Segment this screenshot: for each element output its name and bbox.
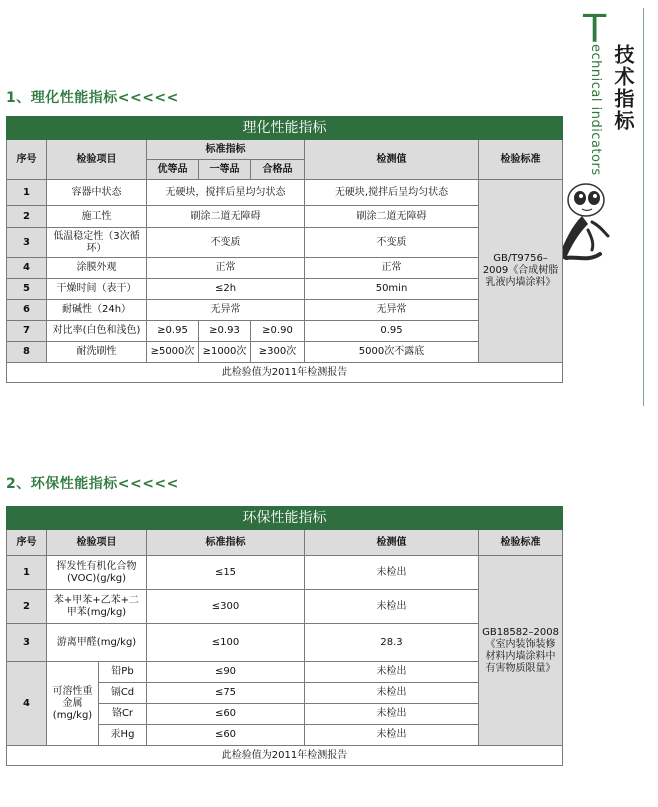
table2-standard: GB18582–2008《室内装饰装修材料内墙涂料中有害物质限量》	[479, 556, 563, 746]
row-grade-3: ≥300次	[251, 342, 305, 363]
row-std: 无硬块，搅拌后星均匀状态	[147, 180, 305, 206]
metal-result: 未检出	[305, 662, 479, 683]
header-standard: 检验标准	[479, 140, 563, 180]
row-std: ≤2h	[147, 279, 305, 300]
row-no: 1	[7, 556, 47, 590]
row-no: 6	[7, 300, 47, 321]
environmental-properties-table	[6, 506, 563, 766]
header-standard: 检验标准	[479, 530, 563, 556]
metal-std: ≤90	[147, 662, 305, 683]
row-no: 2	[7, 590, 47, 624]
table-row	[7, 556, 563, 590]
row-item: 涂膜外观	[47, 258, 147, 279]
header-std: 标准指标	[147, 530, 305, 556]
table2-caption: 环保性能指标	[7, 507, 563, 530]
row-item: 对比率(白色和浅色)	[47, 321, 147, 342]
header-std: 标准指标	[147, 140, 305, 160]
row-item: 施工性	[47, 206, 147, 228]
row-item: 容器中状态	[47, 180, 147, 206]
metal-name: 铬Cr	[99, 704, 147, 725]
row-no: 5	[7, 279, 47, 300]
row-result: 5000次不露底	[305, 342, 479, 363]
header-item: 检验项目	[47, 530, 147, 556]
table1-standard: GB/T9756–2009《合成树脂乳液内墙涂料》	[479, 180, 563, 363]
header-item: 检验项目	[47, 140, 147, 180]
side-chinese-label: 技术指标	[611, 44, 635, 132]
row-item: 耐洗刷性	[47, 342, 147, 363]
section-title-environmental: 2、环保性能指标<<<<<	[6, 476, 179, 492]
metal-result: 未检出	[305, 704, 479, 725]
row-result: 未检出	[305, 590, 479, 624]
header-no: 序号	[7, 530, 47, 556]
row-grade-2: ≥1000次	[199, 342, 251, 363]
metal-name: 汞Hg	[99, 725, 147, 746]
row-no: 8	[7, 342, 47, 363]
side-divider-line	[643, 8, 644, 406]
row-std: ≤15	[147, 556, 305, 590]
header-grade-2: 一等品	[199, 160, 251, 180]
metal-name: 铅Pb	[99, 662, 147, 683]
table1-footer: 此检验值为2011年检测报告	[7, 363, 563, 383]
row-result: 刷涂二道无障碍	[305, 206, 479, 228]
table1-caption: 理化性能指标	[7, 117, 563, 140]
metal-std: ≤75	[147, 683, 305, 704]
metal-result: 未检出	[305, 683, 479, 704]
metal-name: 镉Cd	[99, 683, 147, 704]
row-std: ≤100	[147, 624, 305, 662]
header-result: 检测值	[305, 530, 479, 556]
row-result: 正常	[305, 258, 479, 279]
row-grade-1: ≥5000次	[147, 342, 199, 363]
row-result: 50min	[305, 279, 479, 300]
row-result: 28.3	[305, 624, 479, 662]
row-result: 0.95	[305, 321, 479, 342]
row-no: 3	[7, 228, 47, 258]
header-result: 检测值	[305, 140, 479, 180]
row-no: 3	[7, 624, 47, 662]
side-english-label: echnical indicators	[588, 44, 603, 176]
header-grade-3: 合格品	[251, 160, 305, 180]
row-result: 未检出	[305, 556, 479, 590]
row-item: 低温稳定性（3次循环）	[47, 228, 147, 258]
row-no: 2	[7, 206, 47, 228]
row-std: ≤300	[147, 590, 305, 624]
row-std: 无异常	[147, 300, 305, 321]
table2-footer: 此检验值为2011年检测报告	[7, 746, 563, 766]
row-std: 不变质	[147, 228, 305, 258]
table-row	[7, 180, 563, 206]
row-grade-3: ≥0.90	[251, 321, 305, 342]
row-grade-2: ≥0.93	[199, 321, 251, 342]
row-no: 7	[7, 321, 47, 342]
row-result: 不变质	[305, 228, 479, 258]
metal-result: 未检出	[305, 725, 479, 746]
header-no: 序号	[7, 140, 47, 180]
row-no: 4	[7, 662, 47, 746]
row-grade-1: ≥0.95	[147, 321, 199, 342]
row-item: 干燥时间（表干）	[47, 279, 147, 300]
physical-properties-table	[6, 116, 563, 383]
side-letter-t: T	[583, 7, 607, 51]
row-no: 1	[7, 180, 47, 206]
metal-std: ≤60	[147, 704, 305, 725]
header-grade-1: 优等品	[147, 160, 199, 180]
heavy-metal-group: 可溶性重金属(mg/kg)	[47, 662, 99, 746]
row-item: 苯+甲苯+乙苯+二甲苯(mg/kg)	[47, 590, 147, 624]
section-title-physical: 1、理化性能指标<<<<<	[6, 90, 179, 106]
row-std: 正常	[147, 258, 305, 279]
row-result: 无硬块,搅拌后呈均匀状态	[305, 180, 479, 206]
row-std: 刷涂二道无障碍	[147, 206, 305, 228]
metal-std: ≤60	[147, 725, 305, 746]
row-item: 游离甲醛(mg/kg)	[47, 624, 147, 662]
row-item: 挥发性有机化合物(VOC)(g/kg)	[47, 556, 147, 590]
row-item: 耐碱性（24h）	[47, 300, 147, 321]
row-result: 无异常	[305, 300, 479, 321]
row-no: 4	[7, 258, 47, 279]
